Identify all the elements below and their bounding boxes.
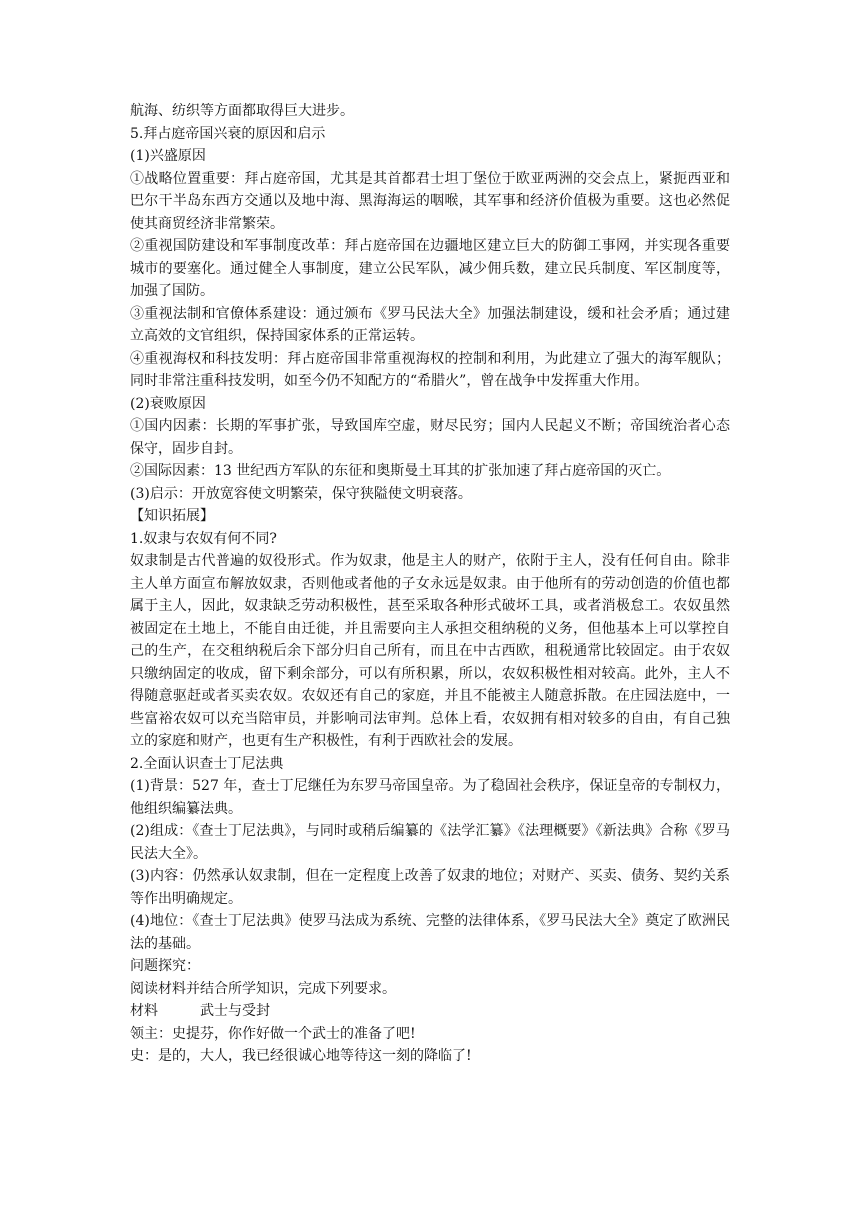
paragraph: ①战略位置重要：拜占庭帝国，尤其是其首都君士坦丁堡位于欧亚两洲的交会点上，紧扼西亚和巴尔干半岛东西方交通以及地中海、黑海海运的咽喉，其军事和经济价值极为重要。这也必然促使其商贸经济非常繁荣。 (130, 170, 730, 232)
section-heading: 1.奴隶与农奴有何不同? (130, 530, 277, 547)
section-heading: 5.拜占庭帝国兴衰的原因和启示 (130, 125, 326, 142)
dialog-line: 领主：史提芬，你作好做一个武士的准备了吧! (130, 1025, 416, 1042)
knowledge-extension-heading: 【知识拓展】 (130, 508, 214, 524)
paragraph: (4)地位：《查士丁尼法典》使罗马法成为系统、完整的法律体系，《罗马民法大全》奠定了欧洲民法的基础。 (130, 913, 730, 952)
text-line: 航海、纺织等方面都取得巨大进步。 (130, 103, 354, 119)
subsection-heading: (1)兴盛原因 (130, 148, 206, 164)
subsection-heading: (2)衰败原因 (130, 395, 206, 412)
paragraph: (3)启示：开放宽容使文明繁荣，保守狭隘使文明衰落。 (130, 485, 472, 502)
paragraph: ②国际因素：13 世纪西方军队的东征和奥斯曼土耳其的扩张加速了拜占庭帝国的灭亡。 (130, 463, 671, 479)
paragraph: ①国内因素：长期的军事扩张，导致国库空虚，财尽民穷；国内人民起义不断；帝国统治者心态保守，固步自封。 (130, 418, 730, 457)
paragraph: (3)内容：仍然承认奴隶制，但在一定程度上改善了奴隶的地位；对财产、买卖、债务、契约关系等作出明确规定。 (130, 868, 730, 907)
material-label: 材料 (130, 1003, 158, 1019)
paragraph: (2)组成：《查士丁尼法典》，与同时或稍后编纂的《法学汇纂》《法理概要》《新法典》合称《罗马民法大全》。 (130, 823, 730, 862)
material-heading (130, 1000, 730, 1023)
section-heading: 2.全面认识查士丁尼法典 (130, 755, 284, 772)
paragraph: ③重视法制和官僚体系建设：通过颁布《罗马民法大全》加强法制建设，缓和社会矛盾；通过建立高效的文官组织，保持国家体系的正常运转。 (130, 305, 730, 344)
document-page (130, 100, 730, 1068)
paragraph: 奴隶制是古代普遍的奴役形式。作为奴隶，他是主人的财产，依附于主人，没有任何自由。除非主人单方面宣布解放奴隶，否则他或者他的子女永远是奴隶。由于他所有的劳动创造的价值也都属于主人，因此，奴隶缺乏劳动积极性，甚至采取各种形式破坏工具，或者消极怠工。农奴虽然被固定在土地上，不能自由迁徙，并且需要向主人承担交租纳税的义务，但他基本上可以掌控自己的生产，在交租纳税后余下部分归自己所有，而且在中古西欧，租税通常比较固定。由于农奴只缴纳固定的收成，留下剩余部分，可以有所积累，所以，农奴积极性相对较高。此外，主人不得随意驱赶或者买卖农奴。农奴还有自己的家庭，并且不能被主人随意拆散。在庄园法庭中，一些富裕农奴可以充当陪审员，并影响司法审判。总体上看，农奴拥有相对较多的自由，有自己独立的家庭和财产，也更有生产积极性，有利于西欧社会的发展。 (130, 553, 730, 749)
dialog-line: 史：是的，大人，我已经很诚心地等待这一刻的降临了! (130, 1048, 472, 1064)
material-title: 武士与受封 (200, 1003, 270, 1019)
paragraph: ④重视海权和科技发明：拜占庭帝国非常重视海权的控制和利用，为此建立了强大的海军舰队；同时非常注重科技发明，如至今仍不知配方的“希腊火”，曾在战争中发挥重大作用。 (130, 350, 730, 389)
paragraph: ②重视国防建设和军事制度改革：拜占庭帝国在边疆地区建立巨大的防御工事网，并实现各重要城市的要塞化。通过健全人事制度，建立公民军队，减少佣兵数，建立民兵制度、军区制度等，加强了国防。 (130, 238, 730, 299)
paragraph: (1)背景：527 年，查士丁尼继任为东罗马帝国皇帝。为了稳固社会秩序，保证皇帝的专制权力，他组织编纂法典。 (130, 778, 730, 817)
question-heading: 问题探究： (130, 958, 200, 974)
instruction: 阅读材料并结合所学知识，完成下列要求。 (130, 980, 396, 997)
